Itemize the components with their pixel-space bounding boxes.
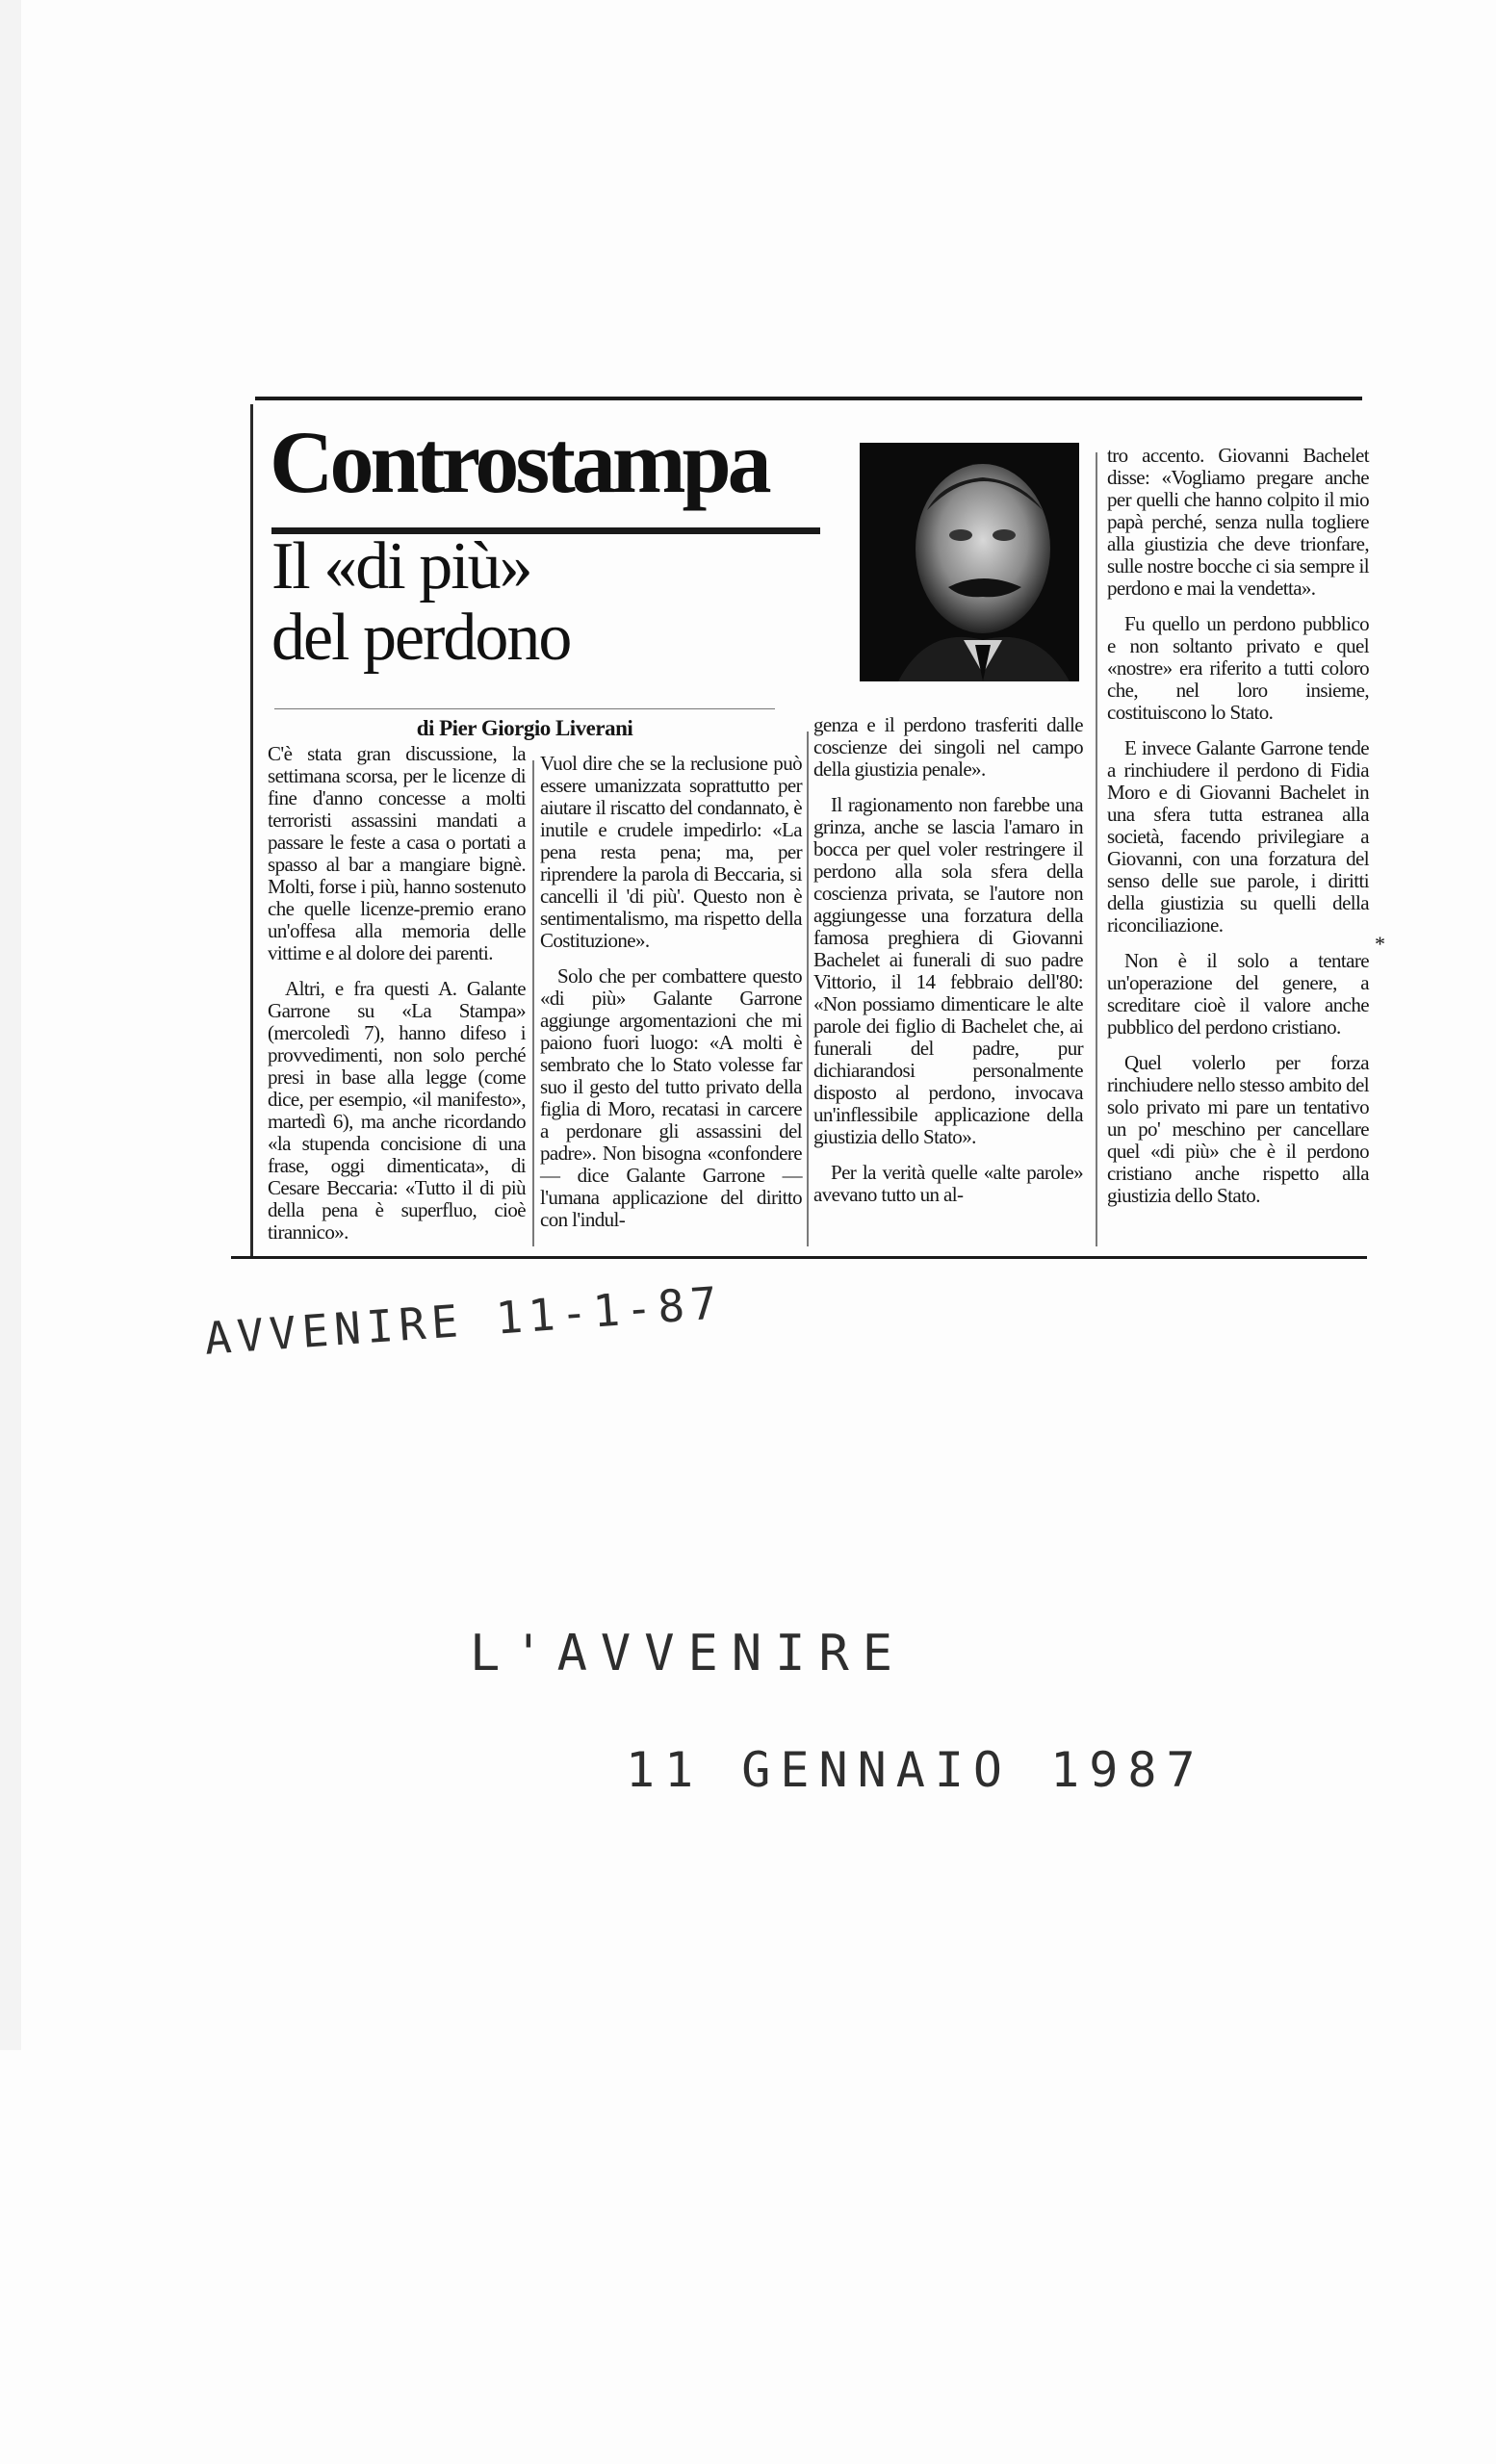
clipping-top-rule <box>255 397 1362 400</box>
headline-line-1: Il «di più» <box>271 529 531 603</box>
handwritten-date: 11 GENNAIO 1987 <box>626 1742 1205 1798</box>
article-headline <box>271 531 830 674</box>
portrait-photo <box>860 443 1079 681</box>
margin-mark: * <box>1375 932 1385 956</box>
column-divider <box>1096 452 1097 1246</box>
paragraph: Non è il solo a tentare un'operazione del genere, a screditare cioè il valore anche pubblico del perdono cristiano. <box>1107 949 1369 1039</box>
paragraph: E invece Galante Garrone tende a rinchiudere il perdono di Fidia Moro e di Giovanni Bachelet in una sfera tutta estranea alla società, facendo privilegiare a Giovanni, con una forzatura del senso delle sue parole, i diritti della giustizia su quelli della riconciliazione. <box>1107 736 1369 937</box>
column-3 <box>813 714 1083 1219</box>
column-1 <box>268 743 526 1257</box>
column-divider <box>532 760 534 1246</box>
paragraph: genza e il perdono trasferiti dalle coscienze dei singoli nel campo della giustizia penale». <box>813 713 1083 781</box>
paragraph: tro accento. Giovanni Bachelet disse: «Vogliamo pregare anche per quelli che hanno colpito il mio papà perché, senza nulla togliere alla giustizia che deve trionfare, sulle nostre bocche ci sia sempre il perdono e mai la vendetta». <box>1107 444 1369 600</box>
paragraph: Quel volerlo per forza rinchiudere nello stesso ambito del solo privato mi pare un tentativo un po' meschino per cancellare quel «di più» che è il perdono cristiano anche rispetto alla giustizia dello Stato. <box>1107 1051 1369 1207</box>
byline: di Pier Giorgio Liverani <box>416 716 633 740</box>
rubric-title: Controstampa <box>270 413 768 511</box>
handwritten-newspaper-name: L'AVVENIRE <box>470 1625 907 1682</box>
byline-rule <box>274 708 775 709</box>
paragraph: Solo che per combattere questo «di più» Galante Garrone aggiunge argomentazioni che mi paiono fuori luogo: «A molti è sembrato che lo Stato volesse far suo il gesto del tutto privato della figlia di Moro, recatasi in carcere a perdonare gli assassini del padre». Non bisogna «confondere — dice Galante Garrone — l'umana applicazione del diritto con l'indul- <box>540 964 802 1231</box>
column-4 <box>1107 445 1369 1220</box>
scan-edge-shadow <box>0 0 21 2050</box>
headline-line-2: del perdono <box>271 601 571 675</box>
paragraph: Il ragionamento non farebbe una grinza, anche se lascia l'amaro in bocca per quel voler restringere il perdono alla sola sfera della coscienza privata, se l'autore non aggiungesse una forzatura della famosa preghiera di Giovanni Bachelet ai funerali di suo padre Vittorio, il 14 febbraio dell'80: «Non possiamo dimenticare le alte parole dei figlio di Bachelet che, ai funerali del padre, pur dichiarandosi personalmente disposto al perdono, invocava un'inflessibile applicazione della giustizia dello Stato». <box>813 793 1083 1148</box>
handwritten-source-note: AVVENIRE 11-1-87 <box>202 1276 725 1365</box>
paragraph: Altri, e fra questi A. Galante Garrone su «La Stampa» (mercoledì 7), hanno difeso i provvedimenti, non solo perché presi in base alla legge (come dice, per esempio, «il manifesto», martedì 6), ma anche ricordando «la stupenda concisione di una frase, oggi dimenticata», di Cesare Beccaria: «Tutto il di più della pena è superfluo, cioè tirannico». <box>268 977 526 1244</box>
paragraph: Fu quello un perdono pubblico e non soltanto privato e quel «nostre» era riferito a tutti coloro che, nel loro insieme, costituiscono lo Stato. <box>1107 612 1369 724</box>
portrait-image <box>860 443 1079 681</box>
column-2 <box>540 753 802 1245</box>
column-divider <box>807 732 809 1246</box>
clipping-left-rule <box>250 404 253 1256</box>
paragraph: Vuol dire che se la reclusione può essere umanizzata soprattutto per aiutare il riscatto del condannato, è inutile e crudele impedirlo: «La pena resta pena; ma, per riprendere la parola di Beccaria, si cancelli il 'di più'. Questo non è sentimentalismo, ma rispetto della Costituzione». <box>540 752 802 952</box>
paragraph: C'è stata gran discussione, la settimana scorsa, per le licenze di fine d'anno concesse a molti terroristi assassini mandati a passare le feste a casa o portati a spasso al bar a mangiare bignè. Molti, forse i più, hanno sostenuto che quelle licenze-premio erano un'offesa alla memoria delle vittime e al dolore dei parenti. <box>268 742 526 964</box>
paragraph: Per la verità quelle «alte parole» avevano tutto un al- <box>813 1161 1083 1206</box>
